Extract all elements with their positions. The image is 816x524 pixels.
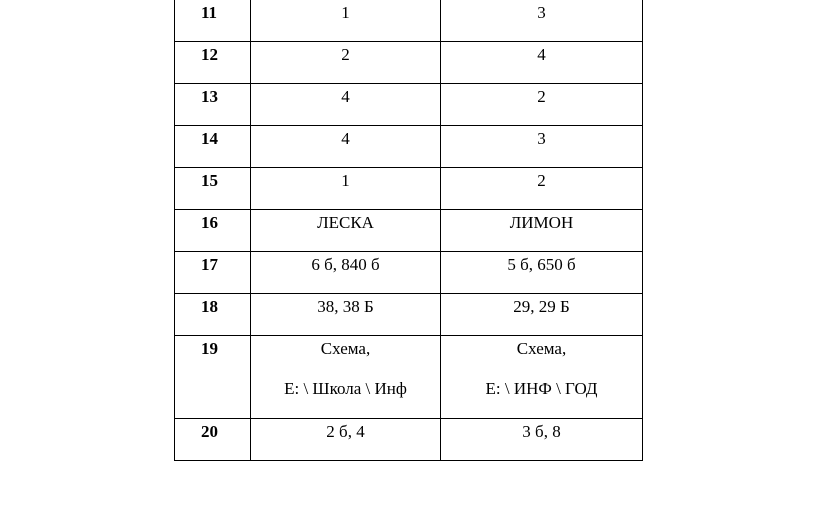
variant-1-answer: 1 (251, 0, 441, 42)
question-number: 17 (175, 252, 251, 294)
variant-1-answer: 6 б, 840 б (251, 252, 441, 294)
question-number: 16 (175, 210, 251, 252)
variant-2-answer: 29, 29 Б (441, 294, 643, 336)
variant-1-answer: 2 б, 4 (251, 419, 441, 461)
variant-2-answer: 3 (441, 0, 643, 42)
table-row (175, 419, 643, 461)
variant-1-answer: 2 (251, 42, 441, 84)
variant-1-answer: ЛЕСКА (251, 210, 441, 252)
table-row (175, 0, 643, 42)
variant-2-answer: 2 (441, 84, 643, 126)
table-row (175, 252, 643, 294)
table-row (175, 42, 643, 84)
question-number: 20 (175, 419, 251, 461)
variant-2-answer-line-2: E: \ ИНФ \ ГОД (485, 379, 598, 398)
table-row (175, 210, 643, 252)
variant-1-answer-line-2: E: \ Школа \ Инф (284, 379, 407, 398)
variant-1-answer: 1 (251, 168, 441, 210)
question-number: 12 (175, 42, 251, 84)
variant-2-answer (441, 336, 643, 419)
variant-1-answer (251, 336, 441, 419)
variant-2-answer: 2 (441, 168, 643, 210)
variant-1-answer: 4 (251, 84, 441, 126)
question-number: 15 (175, 168, 251, 210)
table-row (175, 168, 643, 210)
table-row (175, 336, 643, 419)
variant-2-answer: ЛИМОН (441, 210, 643, 252)
question-number: 11 (175, 0, 251, 42)
table-row (175, 84, 643, 126)
variant-2-answer: 5 б, 650 б (441, 252, 643, 294)
question-number: 19 (175, 336, 251, 419)
variant-1-answer: 38, 38 Б (251, 294, 441, 336)
table-row (175, 126, 643, 168)
variant-1-answer-line-1: Схема, (320, 339, 371, 358)
variant-2-answer-line-1: Схема, (516, 339, 567, 358)
question-number: 14 (175, 126, 251, 168)
variant-2-answer: 3 (441, 126, 643, 168)
variant-1-answer: 4 (251, 126, 441, 168)
question-number: 18 (175, 294, 251, 336)
variant-2-answer: 4 (441, 42, 643, 84)
variant-2-answer: 3 б, 8 (441, 419, 643, 461)
answers-table (174, 0, 643, 461)
question-number: 13 (175, 84, 251, 126)
table-row (175, 294, 643, 336)
